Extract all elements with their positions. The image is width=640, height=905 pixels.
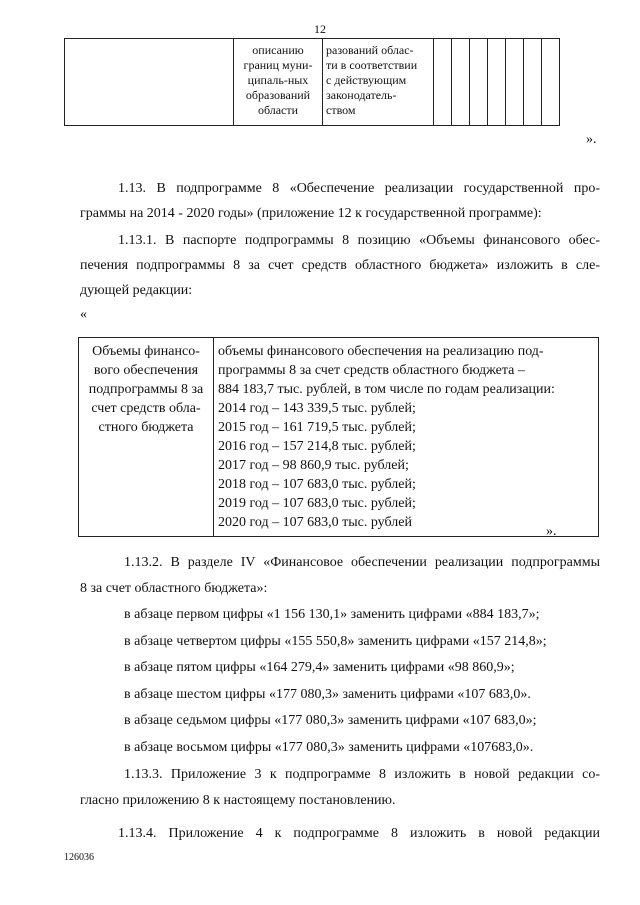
year-line: 2014 год – 143 339,5 тыс. рублей; [218,401,416,416]
cell-line: описанию [252,43,304,57]
table-cell-empty [524,39,542,126]
cell-line: ти в соответствии [326,58,418,72]
paragraph-line: граммы на 2014 - 2020 годы» (приложение 12 к государственной программе): [80,206,542,221]
cell-line: счет средств обла- [91,401,201,416]
table-cell-empty [488,39,506,126]
continuation-table [64,38,560,126]
table-cell-empty [452,39,470,126]
cell-line: 884 183,7 тыс. рублей, в том числе по годам реализации: [218,382,555,397]
table-cell-description [234,39,323,126]
list-item: в абзаце шестом цифры «177 080,3» заменить цифрами «107 683,0». [124,687,531,702]
year-line: 2016 год – 157 214,8 тыс. рублей; [218,439,416,454]
table-cell-empty [434,39,452,126]
cell-line: образований [245,88,311,102]
list-item: в абзаце четвертом цифры «155 550,8» заменить цифрами «157 214,8»; [124,634,547,649]
list-item: в абзаце седьмом цифры «177 080,3» заменить цифрами «107 683,0»; [124,713,537,728]
page-number: 12 [314,22,326,36]
paragraph-line: гласно приложению 8 к настоящему постановлению. [80,793,396,808]
table-cell-empty [542,39,560,126]
paragraph-line: 1.13.1. В паспорте подпрограммы 8 позицию «Объемы финансового обес- [118,233,600,248]
list-item: в абзаце пятом цифры «164 279,4» заменить цифрами «98 860,9»; [124,660,515,675]
year-line: 2015 год – 161 719,5 тыс. рублей; [218,420,416,435]
year-line: 2018 год – 107 683,0 тыс. рублей; [218,477,416,492]
table-cell-legislation [323,39,434,126]
passport-value-cell [214,338,599,537]
paragraph-line: печения подпрограммы 8 за счет средств областного бюджета» изложить в сле- [80,258,600,273]
paragraph-line: 1.13.4. Приложение 4 к подпрограмме 8 изложить в новой редакции [118,826,600,841]
table-closing-quote: ». [546,524,557,539]
cell-line: ципаль-ных [247,73,309,87]
cell-line: программы 8 за счет средств областного бюджета – [218,363,525,378]
table-cell-empty [506,39,524,126]
table-closing-quote: ». [586,132,597,147]
year-line: 2019 год – 107 683,0 тыс. рублей; [218,496,416,511]
passport-position-cell [79,338,214,537]
cell-line: области [257,103,299,117]
cell-line: границ муни- [243,58,313,72]
paragraph-line: 8 за счет областного бюджета»: [80,581,268,596]
cell-line: законодатель- [326,88,397,102]
cell-line: подпрограммы 8 за [88,382,204,397]
cell-line: с действующим [326,73,407,87]
table-row [79,338,599,537]
paragraph-line: 1.13.2. В разделе IV «Финансовое обеспечении реализации подпрограммы [124,555,600,570]
paragraph-line: 1.13.3. Приложение 3 к подпрограмме 8 изложить в новой редакции со- [124,767,600,782]
list-item: в абзаце восьмом цифры «177 080,3» заменить цифрами «107683,0». [124,740,534,755]
opening-quote: « [80,307,87,322]
year-line: 2020 год – 107 683,0 тыс. рублей [218,515,412,530]
cell-line: вого обеспечения [93,363,199,378]
paragraph-line: 1.13. В подпрограмме 8 «Обеспечение реализации государственной про- [118,181,600,196]
cell-line: стного бюджета [98,420,194,435]
cell-line: Объемы финансо- [92,344,200,359]
cell-line: ством [326,103,356,117]
document-code: 126036 [64,852,94,863]
list-item: в абзаце первом цифры «1 156 130,1» заменить цифрами «884 183,7»; [124,607,540,622]
cell-line: разований облас- [326,43,414,57]
table-row [65,39,560,126]
table-cell-empty [470,39,488,126]
table-cell-empty [65,39,234,126]
cell-line: объемы финансового обеспечения на реализацию под- [218,344,544,359]
passport-table [78,337,599,537]
year-line: 2017 год – 98 860,9 тыс. рублей; [218,458,409,473]
paragraph-line: дующей редакции: [80,283,193,298]
